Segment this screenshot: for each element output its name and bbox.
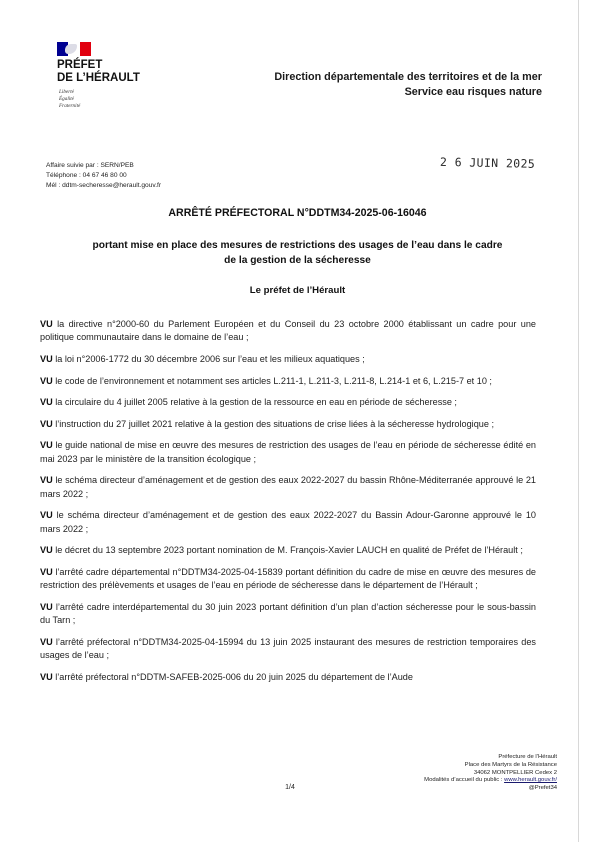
modalites-label: Modalités d’accueil du public : [424,777,505,784]
vu-item [40,353,536,366]
legal-references [40,318,536,693]
document-title: ARRÊTÉ PRÉFECTORAL N°DDTM34-2025-06-16046 [168,207,427,219]
motto-line: Fraternité [59,102,81,109]
vu-keyword: VU [40,418,53,429]
vu-item [40,318,536,345]
address-line: Préfecture de l’Hérault [498,754,557,760]
page-number: 1/4 [285,784,295,791]
vu-item [40,671,536,684]
vu-text: l’arrêté cadre interdépartemental du 30 juin 2023 portant définition d’un plan d’action sécheresse pour le sous-bassin du Tarn ; [40,601,536,626]
vu-text: l’arrêté cadre départemental n°DDTM34-2025-04-15839 portant définition du cadre de mise en œuvre des mesures de restriction des prélèvements et usages de l’eau en période de sécheresse dans le département de l’Hérault ; [40,566,536,591]
vu-keyword: VU [40,671,53,682]
motto-line: Liberté [59,89,74,95]
subtitle-line: portant mise en place des mesures de restrictions des usages de l’eau dans le cadre [92,240,503,251]
vu-keyword: VU [40,636,53,647]
address-line: Place des Martyrs de la Résistance [464,761,557,768]
document-subtitle [40,238,555,268]
footer-address [297,754,557,793]
vu-text: la loi n°2006-1772 du 30 décembre 2006 sur l’eau et les milieux aquatiques ; [52,354,365,364]
vu-text: le guide national de mise en œuvre des mesures de restriction des usages de l’eau en période de sécheresse édité en mai 2023 par le ministère de la transition écologique ; [40,440,536,464]
service-line: Service eau risques nature [404,86,542,98]
vu-item [40,636,536,663]
vu-keyword: VU [40,440,53,451]
vu-text: le décret du 13 septembre 2023 portant nomination de M. François-Xavier LAUCH en qualité de Préfet de l’Hérault ; [52,545,523,556]
social-handle: @Prefet34 [528,785,557,792]
scan-edge-divider [578,0,579,842]
vu-keyword: VU [40,545,53,556]
prefecture-line: DE L’HÉRAULT [57,72,140,84]
vu-keyword: VU [40,601,53,612]
republic-motto [59,89,119,109]
vu-keyword: VU [40,566,53,577]
contact-line: Affaire suivie par : SERN/PEB [46,162,134,169]
vu-text: le schéma directeur d’aménagement et de gestion des eaux 2022-2027 du bassin Rhône-Méditerranée approuvé le 21 mars 2022 ; [40,475,536,499]
vu-text: le schéma directeur d’aménagement et de gestion des eaux 2022-2027 du Bassin Adour-Garonne approuvé le 10 mars 2022 ; [40,510,536,534]
vu-item [40,566,536,593]
vu-item [40,601,536,628]
vu-text: le code de l’environnement et notamment ses articles L.211-1, L.211-3, L.211-8, L.214-1 et 6, L.215-7 et 10 ; [52,375,492,386]
vu-text: la circulaire du 4 juillet 2005 relative à la gestion de la ressource en eau en période de sécheresse ; [52,397,457,408]
vu-text: l’instruction du 27 juillet 2021 relative à la gestion des situations de crise liées à la sécheresse hydrologique ; [52,418,494,429]
prefecture-name [57,59,167,85]
vu-item [40,544,536,557]
vu-keyword: VU [40,354,53,364]
vu-keyword: VU [40,397,53,408]
issuer-line: Le préfet de l’Hérault [249,285,346,296]
vu-item [40,509,536,536]
public-reception-line [297,777,557,785]
subtitle-line: de la gestion de la sécheresse [224,255,371,266]
vu-keyword: VU [40,510,53,521]
motto-line: Égalité [59,95,74,102]
issuing-service [182,70,542,100]
contact-block [46,161,266,190]
vu-item [40,474,536,501]
address-line: 34062 MONTPELLIER Cedex 2 [473,769,557,776]
vu-item [40,375,536,388]
vu-keyword: VU [40,475,53,486]
vu-keyword: VU [40,319,53,329]
marianne-flag-icon [57,42,91,56]
vu-item [40,418,536,431]
vu-item [40,439,536,466]
contact-phone: Téléphone : 04 67 46 80 00 [46,171,127,179]
vu-text: l’arrêté préfectoral n°DDTM34-2025-04-15994 du 13 juin 2025 instaurant des mesures de restriction temporaires des usages de l’eau ; [40,636,536,661]
vu-keyword: VU [40,375,53,386]
vu-text: l’arrêté préfectoral n°DDTM-SAFEB-2025-006 du 20 juin 2025 du département de l’Aude [52,671,413,682]
date-stamp: 2 6 JUIN 2025 [439,154,536,171]
vu-item [40,396,536,409]
contact-email: Mél : ddtm-secheresse@herault.gouv.fr [46,181,162,189]
website-link[interactable]: www.herault.gouv.fr/ [504,777,557,784]
prefecture-line: PRÉFET [57,59,103,71]
direction-line: Direction départementale des territoires et de la mer [274,71,542,83]
vu-text: la directive n°2000-60 du Parlement Européen et du Conseil du 23 octobre 2000 établissant un cadre pour une politique communautaire dans le domaine de l’eau ; [40,319,536,343]
